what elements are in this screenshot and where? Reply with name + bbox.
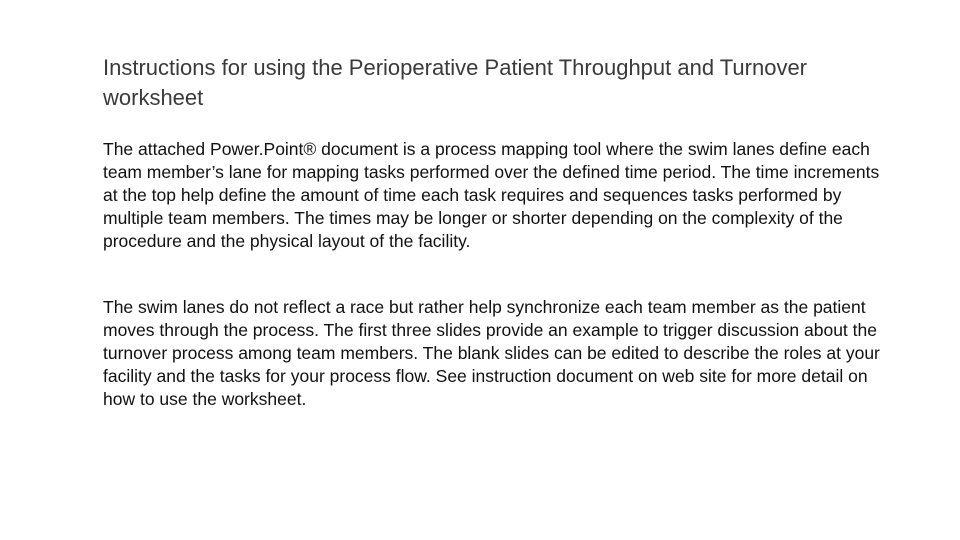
paragraph-swim-lanes-tool: The attached Power.Point® document is a process mapping tool where the swim lanes define each team member’s lane for mapping tasks performed over the defined time period. The time increments at the top help define the amount of time each task requires and sequences tasks performed by multiple team members. The times may be longer or shorter depending on the complexity of the procedure and the physical layout of the facility. bbox=[103, 139, 880, 251]
slide-title: Instructions for using the Perioperative Patient Throughput and Turnover worksheet bbox=[103, 55, 808, 110]
paragraph-swim-lanes-purpose: The swim lanes do not reflect a race but rather help synchronize each team member as the patient moves through the process. The first three slides provide an example to trigger discussion about the turnover process among team members. The blank slides can be edited to describe the roles at your facility and the tasks for your process flow. See instruction document on web site for more detail on how to use the worksheet. bbox=[103, 297, 880, 409]
slide-body bbox=[103, 138, 893, 454]
